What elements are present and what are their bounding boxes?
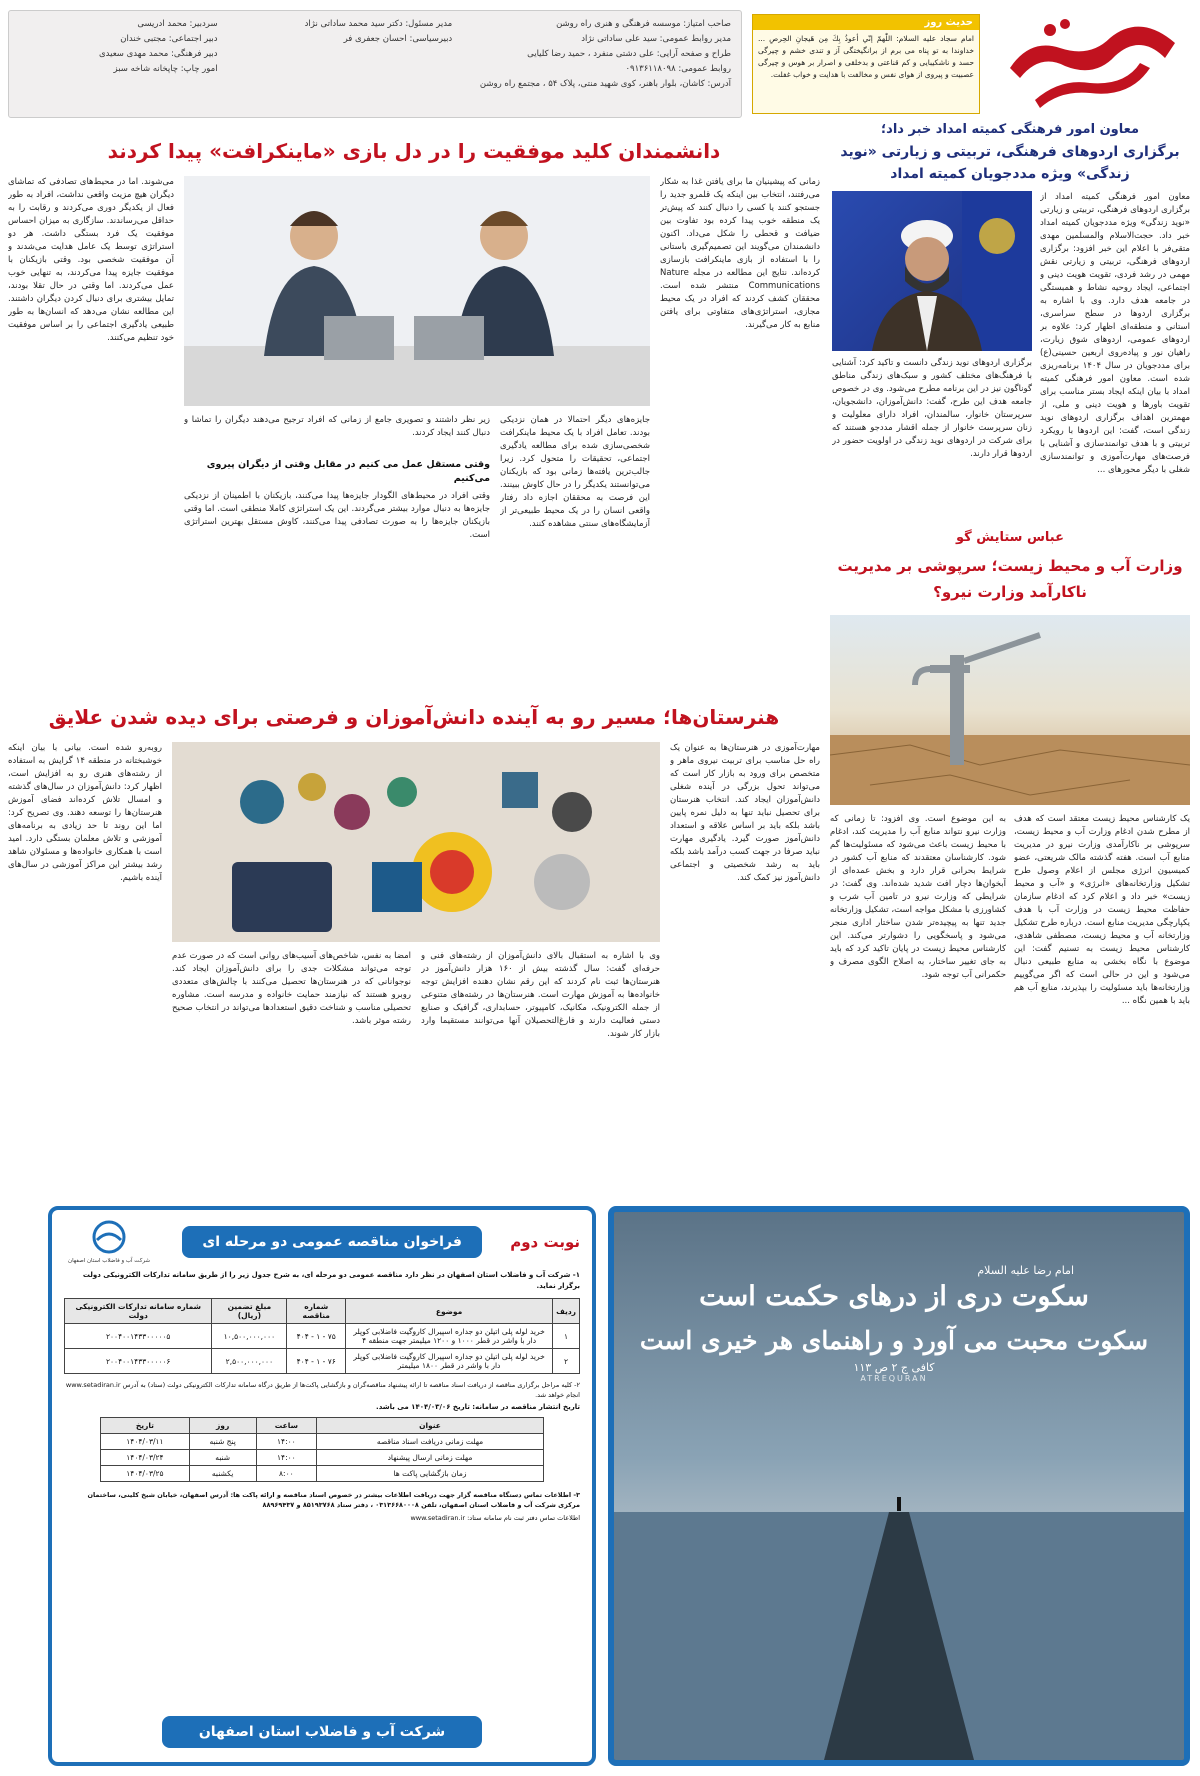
company-logo-icon [89, 1220, 129, 1254]
tender-col-header: مبلغ تضمین (ریال) [212, 1299, 287, 1324]
article-body-col2: وی با اشاره به استقبال بالای دانش‌آموزان از رشته‌های فنی و حرفه‌ای گفت: سال گذشته بیش از ۱۶۰ هزار دانش‌آموز در هنرستان‌ها ثبت نام کردند که این رقم نشان دهنده افزایش توجه خانواده‌ها به آموزش مهارت است. هنرستان‌ها در رشته‌های متنوعی از جمله الکترونیک، مکانیک، کامپیوتر، حسابداری، گرافیک و صنایع دستی فعالیت دارند و فارغ‌التحصیلان آنها می‌توانند مستقیما وارد بازار کار شوند. [421, 951, 660, 1039]
dates-col-header: تاریخ [101, 1418, 190, 1434]
table-cell: خرید لوله پلی اتیلن دو جداره اسپیرال کاروگیت فاضلابی کوپلر دار با واشر در قطر ۱۸۰۰ میلیمتر [346, 1349, 553, 1374]
crafts-photo [172, 742, 660, 942]
masthead-logo [990, 8, 1190, 118]
article-imdad [830, 122, 1190, 522]
table-cell: شنبه [189, 1450, 256, 1466]
article-body-col2: به این موضوع است. وی افزود: تا زمانی که وزارت نیرو نتواند منابع آب را مدیریت کند، ادغام با محیط زیست باعث می‌شود که مسئولیت‌ها گم شود. کارشناسان معتقدند که منابع آب کشور در شرایط بحرانی قرار دارد و بخش عمده‌ای از آبخوان‌ها دچار افت شدید شده‌اند. وی گفت: در شرایطی که وزارت نیرو در تامین آب شرب و کشاورزی با مشکل مواجه است، تشکیل وزارتخانه جدید تنها به پیچیده‌تر شدن ساختار اداری منجر می‌شود و پاسخگویی را دشوارتر می‌کند. این کارشناس محیط زیست در پایان تاکید کرد که باید به جای تغییر ساختار، به اصلاح الگوی مصرف و حکمرانی آب توجه شود. [830, 814, 1006, 980]
tender-dates-table [100, 1417, 544, 1482]
table-cell: ۲ [553, 1349, 580, 1374]
quote-source: کافی ج ۲ ص ۱۱۳ [853, 1361, 935, 1374]
article-body-col3: زیر نظر داشتند و تصویری جامع از زمانی که افراد ترجیح می‌دهند دیگران را تماشا و دنبال کنند ایجاد کردند. [184, 415, 490, 438]
company-logo-text: شرکت آب و فاضلاب استان اصفهان [68, 1258, 150, 1264]
table-cell: ۱۴:۰۰ [256, 1434, 317, 1450]
water-pump-icon [830, 615, 1190, 805]
office-photo [184, 176, 650, 406]
hadith-text: امام سجاد علیه السلام: اللّٰهمّ إنّي أعوذُ بِكَ مِن هَيجانِ الحِرصِ ... خداوندا به تو پناه می برم از برانگیختگی آز و تندی خشم و چیرگی حسد و ناشکیبایی و کم قناعتی و بدخلقی و اصرار بر هوس و چیرگی عصبیت و پیروی از هوای نفس و مخالفت با هدایت و خواب غفلت. [758, 34, 974, 79]
table-cell: ۲۰۰۴۰۰۱۴۳۳۰۰۰۰۰۵ [65, 1324, 212, 1349]
address-line: آدرس: کاشان، بلوار باهنر، کوی شهید منتی، پلاک ۵۴ ، مجتمع راه روشن [479, 79, 731, 89]
politics-line: دبیرسیاسی: احسان جعفری فر [343, 34, 453, 44]
hadith-box [752, 14, 980, 114]
tender-note3: تاریخ انتشار مناقصه در سامانه: تاریخ ۱۴۰۴/۰۳/۰۶ می باشد. [376, 1403, 580, 1411]
table-cell: ۱۴:۰۰ [256, 1450, 317, 1466]
culture-line: دبیر فرهنگی: محمد مهدی سعیدی [99, 49, 218, 59]
quote-line2: سکوت محبت می آورد و راهنمای هر خیری است [639, 1326, 1149, 1355]
table-row [101, 1466, 544, 1482]
article-honarestan [8, 702, 820, 1192]
article-body-col3: امضا به نفس، شاخص‌های آسیب‌های روانی است که در صورت عدم توجه می‌تواند مشکلات جدی را برای دانش‌آموزان ایجاد کند. نوجوانانی که در هنرستان‌ها تحصیل می‌کنند با چالش‌های متعددی روبرو هستند که نیازمند حمایت خانواده و مدرسه است. مشاوره تحصیلی مناسب و شناخت دقیق استعدادها می‌تواند در انتخاب صحیح رشته موثر باشد. [172, 951, 411, 1026]
table-cell: یکشنبه [189, 1466, 256, 1482]
tender-contact: ۳- اطلاعات تماس دستگاه مناقصه گزار جهت دریافت اطلاعات بیشتر در خصوص اسناد مناقصه و ارائه پاکت ها: آدرس اصفهان، خیابان شیخ کلینی، ساختمان مرکزی شرکت آب و فاضلاب استان اصفهان، تلفن ۰۳۱۳۶۶۸۰۰۰۸ ، دفتر ستاد ۸۵۱۹۳۷۶۸ و ۸۸۹۶۹۴۳۷ [87, 1491, 580, 1509]
social-line: دبیر اجتماعی: مجتبی خندان [120, 34, 218, 44]
publisher-info-box [8, 10, 742, 118]
article-body-col3b: وقتی افراد در محیط‌های الگودار جایزه‌ها پیدا می‌کنند، بازیکنان با اطمینان از نزدیکی جایزه‌ها به دنبال موارد بیشتر می‌گردند. این یک استراتژی کاملا منطقی است. اما وقتی بازیکنان جایزه‌ها را به صورت تصادفی پیدا می‌کنند، کاوش مستقل بهترین استراتژی است. [184, 491, 490, 540]
article-body-col1: مهارت‌آموزی در هنرستان‌ها به عنوان یک راه حل مناسب برای تربیت نیروی ماهر و متخصص برای ورود به بازار کار است که می‌تواند تحول بزرگی در آینده شغلی دانش‌آموزان ایجاد کند. انتخاب هنرستان برای تحصیل نباید تنها به دلیل نمره پایین باشد بلکه باید بر اساس علاقه و استعداد دانش‌آموز صورت گیرد. یادگیری مهارت نباید صرفا در جهت کسب درآمد باشد بلکه باید به رشد شخصیتی و اجتماعی دانش‌آموز نیز کمک کند. [670, 743, 820, 883]
table-row [101, 1450, 544, 1466]
article-author: عباس ستایش گو [956, 530, 1064, 545]
article-body-col4: روبه‌رو شده است. بیانی با بیان اینکه خوشبختانه در منطقه ۱۴ گرایش به استفاده از رشته‌های هنری رو به افزایش است، اظهار کرد: دانش‌آموزان در سال‌های گذشته و امسال تلاش کرده‌اند فضای آموزش هنرستان‌ها را توسعه دهند. وی تصریح کرد: اما این روند تا حد زیادی به برنامه‌های آموزشی و تلاش معلمان بستگی دارد. امید است با همکاری خانواده‌ها و مسئولان شاهد رشد بیشتر این مراکز آموزشی در سال‌های آینده باشیم. [8, 743, 162, 883]
pr-line: مدیر روابط عمومی: سید علی ساداتی نژاد [581, 34, 731, 44]
table-cell: ۱۰,۵۰۰,۰۰۰,۰۰۰ [212, 1324, 287, 1349]
tender-round: نوبت دوم [510, 1233, 580, 1251]
editor-line: سردبیر: محمد ادریسی [137, 19, 218, 29]
drought-photo [830, 615, 1190, 805]
tender-col-header: شماره سامانه تدارکات الکترونیکی دولت [65, 1299, 212, 1324]
table-row [101, 1434, 544, 1450]
tender-company-banner: شرکت آب و فاضلاب استان اصفهان [162, 1716, 482, 1748]
logo-graphic [990, 8, 1190, 118]
table-cell: پنج شنبه [189, 1434, 256, 1450]
table-cell: ۲,۵۰۰,۰۰۰,۰۰۰ [212, 1349, 287, 1374]
article-body-col2: برگزاری اردوهای نوید زندگی دانست و تاکید کرد: آشنایی با فرهنگ‌های مختلف کشور و سبک‌های زندگی مناطق گوناگون نیز در این برنامه مطرح می‌شود. وی در خصوص جامعه هدف این طرح، گفت: دانش‌آموزان، دانشجویان، سرپرستان خانوار، سالمندان، افراد دارای معلولیت و زنان سرپرست خانوار از جمله اقشار مددجو هستند که برای شرکت در اردوهای نوید زندگی در اولویت حضور در اردوها قرار دارند. [832, 358, 1032, 459]
table-cell: ۱ [553, 1324, 580, 1349]
article-headline: دانشمندان کلید موفقیت را در دل بازی «ماینکرافت» پیدا کردند [107, 139, 721, 163]
article-headline: هنرستان‌ها؛ مسیر رو به آینده دانش‌آموزان و فرصتی برای دیده شدن علایق [48, 705, 780, 729]
table-row [65, 1324, 580, 1349]
design-line: طراح و صفحه آرایی: علی دشتی منفرد ، حمید رضا کلیایی [527, 49, 731, 59]
dates-col-header: روز [189, 1418, 256, 1434]
article-water [830, 530, 1190, 1090]
table-cell: ۲۰۰۴۰۰۱۴۳۳۰۰۰۰۰۶ [65, 1349, 212, 1374]
article-body-col4: می‌شوند. اما در محیط‌های تصادفی که تماشای دیگران هیچ مزیت واقعی نداشت، افراد به طور فعال از یکدیگر دوری می‌کردند و رقابت را به حداقل می‌رساندند. سازگاری به میزان احساس موفقیت یک فرد بستگی داشت. هر دو استراتژی توسط یک عامل هدایت می‌شدند و آن موفقیت شخصی بود. وقتی بازیکنان با موفقیت جایزه پیدا می‌کردند، به تنهایی خوب عمل می‌کردند. اما وقتی در حال تقلا بودند، تمایل بیشتری برای دنبال کردن دیگران داشتند. این مطالعه نشان می‌دهد که انسان‌ها به طور طبیعی یادگیری اجتماعی را بر اساس موفقیت خود تنظیم می‌کنند. [8, 177, 174, 343]
owner-line: صاحب امتیاز: موسسه فرهنگی و هنری راه روشن [556, 19, 731, 29]
portrait-photo [832, 191, 1032, 351]
tender-intro: ۱- شرکت آب و فاضلاب استان اصفهان در نظر دارد مناقصه عمومی دو مرحله ای، به شرح جدول زیر را از طریق سامانه تدارکات الکترونیکی دولت برگزار نماید. [82, 1271, 580, 1290]
article-subhead: وقتی مستقل عمل می کنیم در مقابل وقتی از دیگران پیروی می‌کنیم [206, 459, 490, 484]
article-body-col2: جایزه‌های دیگر احتمالا در همان نزدیکی بودند. تعامل افراد با یک محیط ماینکرافت شخصی‌سازی شده برای مطالعه یادگیری اجتماعی، تحقیقات را متحول کرد. زیرا جالب‌ترین یافته‌ها زمانی بود که بازیکنان می‌توانستند یکدیگر را در حال کاوش ببینند. این فرصت به محققان اجازه داد رفتار واقعی انسان را در یک محیط طبیعی‌تر از آزمایشگاه‌های سنتی مشاهده کنند. [500, 415, 650, 529]
table-cell: ۱۴۰۴/۰۳/۲۵ [101, 1466, 190, 1482]
table-cell: مهلت زمانی دریافت اسناد مناقصه [317, 1434, 544, 1450]
article-kicker: معاون امور فرهنگی کمیته امداد خبر داد؛ [880, 122, 1140, 137]
table-cell: خرید لوله پلی اتیلن دو جداره اسپیرال کاروگیت فاضلابی کوپلر دار با واشر در قطر ۱۰۰۰ و ۱۲۰۰ میلیمتر جهت منطقه ۴ [346, 1324, 553, 1349]
handicrafts-icon [172, 742, 660, 942]
quote-attribution: امام رضا علیه السلام [977, 1264, 1074, 1277]
tender-ad [48, 1206, 596, 1766]
table-row [65, 1349, 580, 1374]
quote-brand: ATREQURAN [860, 1374, 928, 1383]
print-line: امور چاپ: چاپخانه شاخه سبز [113, 64, 218, 74]
article-body-col1: معاون امور فرهنگی کمیته امداد از برگزاری اردوهای فرهنگی، تربیتی و زیارتی «نوید زندگی» ویژه مددجویان کمیته امداد خبر داد. حجت‌الاسلام والمسلمین مهدی متقی‌فر با اعلام این خبر افزود: برگزاری اردوهای فرهنگی، تربیتی و زیارتی نقش مهمی در رشد فردی، تقویت هویت دینی و اجتماعی، ایجاد روحیه نشاط و همبستگی در جامعه هدف دارد. وی با اشاره به برگزاری اردوها در سطح سراسری، استانی و منطقه‌ای اظهار کرد: علاوه بر اردوهای عمومی، اردوهای شوق زیارت، راهیان نور و پیاده‌روی اربعین حسینی(ع) برای مددجویان در سال ۱۴۰۴ برنامه‌ریزی شده است. معاون امور فرهنگی کمیته امداد با بیان اینکه ایجاد بستر مناسب برای تقویت باورها و هویت دینی و ملی، از مهمترین اهداف برگزاری اردوهای نوید زندگی است، گفت: این اردوها با رویکرد تربیتی و با هدف توانمندسازی و آشنایی با فرصت‌های مهارت‌آموزی و توانمندسازی شغلی با دیگر محورهای ... [1040, 192, 1190, 475]
article-headline: برگزاری اردوهای فرهنگی، تربیتی و زیارتی «نوید زندگی» ویژه مددجویان کمیته امداد [840, 144, 1180, 182]
article-minecraft [8, 130, 820, 690]
office-workers-icon [184, 176, 650, 406]
table-cell: ۱۴۰۴/۰۳/۲۴ [101, 1450, 190, 1466]
quote-line1: سکوت دری از درهای حکمت است [699, 1281, 1089, 1312]
table-cell: زمان بازگشایی پاکت ها [317, 1466, 544, 1482]
table-cell: مهلت زمانی ارسال پیشنهاد [317, 1450, 544, 1466]
tender-table [64, 1298, 580, 1374]
dates-col-header: ساعت [256, 1418, 317, 1434]
table-cell: ۷۵ - ۱ - ۴۰۴ [287, 1324, 346, 1349]
tender-col-header: ردیف [553, 1299, 580, 1324]
tender-footer-note: اطلاعات تماس دفتر ثبت نام سامانه ستاد: www.setadiran.ir [410, 1514, 580, 1522]
dates-col-header: عنوان [317, 1418, 544, 1434]
pr-phone-line: روابط عمومی: ۰۹۱۳۶۱۱۸۰۹۸ [625, 64, 731, 74]
portrait-icon [832, 191, 1032, 351]
director-line: مدیر مسئول: دکتر سید محمد ساداتی نژاد [304, 19, 453, 29]
table-cell: ۸:۰۰ [256, 1466, 317, 1482]
quote-ad [608, 1206, 1190, 1766]
hadith-title: حدیث روز [753, 15, 979, 30]
table-cell: ۷۶ - ۱ - ۴۰۴ [287, 1349, 346, 1374]
tender-col-header: شماره مناقصه [287, 1299, 346, 1324]
tender-col-header: موضوع [346, 1299, 553, 1324]
tender-note2: ۲- کلیه مراحل برگزاری مناقصه از دریافت اسناد مناقصه تا ارائه پیشنهاد مناقصه‌گران و بازگشایی پاکت‌ها از طریق درگاه سامانه تدارکات الکترونیکی دولت (ستاد) به آدرس www.setadiran.ir انجام خواهد شد. [65, 1381, 580, 1399]
article-headline: وزارت آب و محیط زیست؛ سرپوشی بر مدیریت ناکارآمد وزارت نیرو؟ [837, 557, 1183, 601]
tender-title: فراخوان مناقصه عمومی دو مرحله ای [182, 1226, 482, 1258]
article-body-col1: یک کارشناس محیط زیست معتقد است که هدف از مطرح شدن ادغام وزارت آب و محیط زیست، سرپوشی بر ناکارآمدی وزارت نیرو در مدیریت منابع آب است. هفته گذشته مالک شریعتی، عضو کمیسیون انرژی مجلس از اعلام وصول طرح تشکیل وزارتخانه‌های «انرژی» و «آب و محیط زیست» خبر داد و اعلام کرد که ادغام سازمان حفاظت محیط زیست در وزارت آب با هدف یکپارچگی مدیریت منابع است. درباره طرح تشکیل وزارتخانه آب و محیط زیست، مصطفی شاهدی، کارشناس محیط زیست به تسنیم گفت: این موضوع با نگاه بخشی به منابع طبیعی دنبال می‌شود و این در حالی است که اگر می‌گوییم وزارتخانه‌ها باید مسئولیت را بپذیرند، منابع آب هم باید با همین نگاه ... [1014, 814, 1190, 1006]
table-cell: ۱۴۰۴/۰۳/۱۱ [101, 1434, 190, 1450]
article-body-col1: زمانی که پیشینیان ما برای یافتن غذا به شکار می‌رفتند، انتخاب بین اینکه یک قلمرو جدید را جستجو کنند یا کسی را دنبال کنند که پیش‌تر یک منطقه خوب پیدا کرده بود تفاوت بین ضیافت و قحطی را شکل می‌داد. اکنون دانشمندان می‌گویند این تصمیم‌گیری باستانی را با استفاده از بازی ماینکرافت بازسازی کرده‌اند. نتایج این مطالعه در مجله Nature Communications منتشر شده است. محققان کشف کردند که افراد در یک محیط مجازی، استراتژی‌های متفاوتی برای یافتن منابع به کار می‌گیرند. [660, 177, 820, 330]
